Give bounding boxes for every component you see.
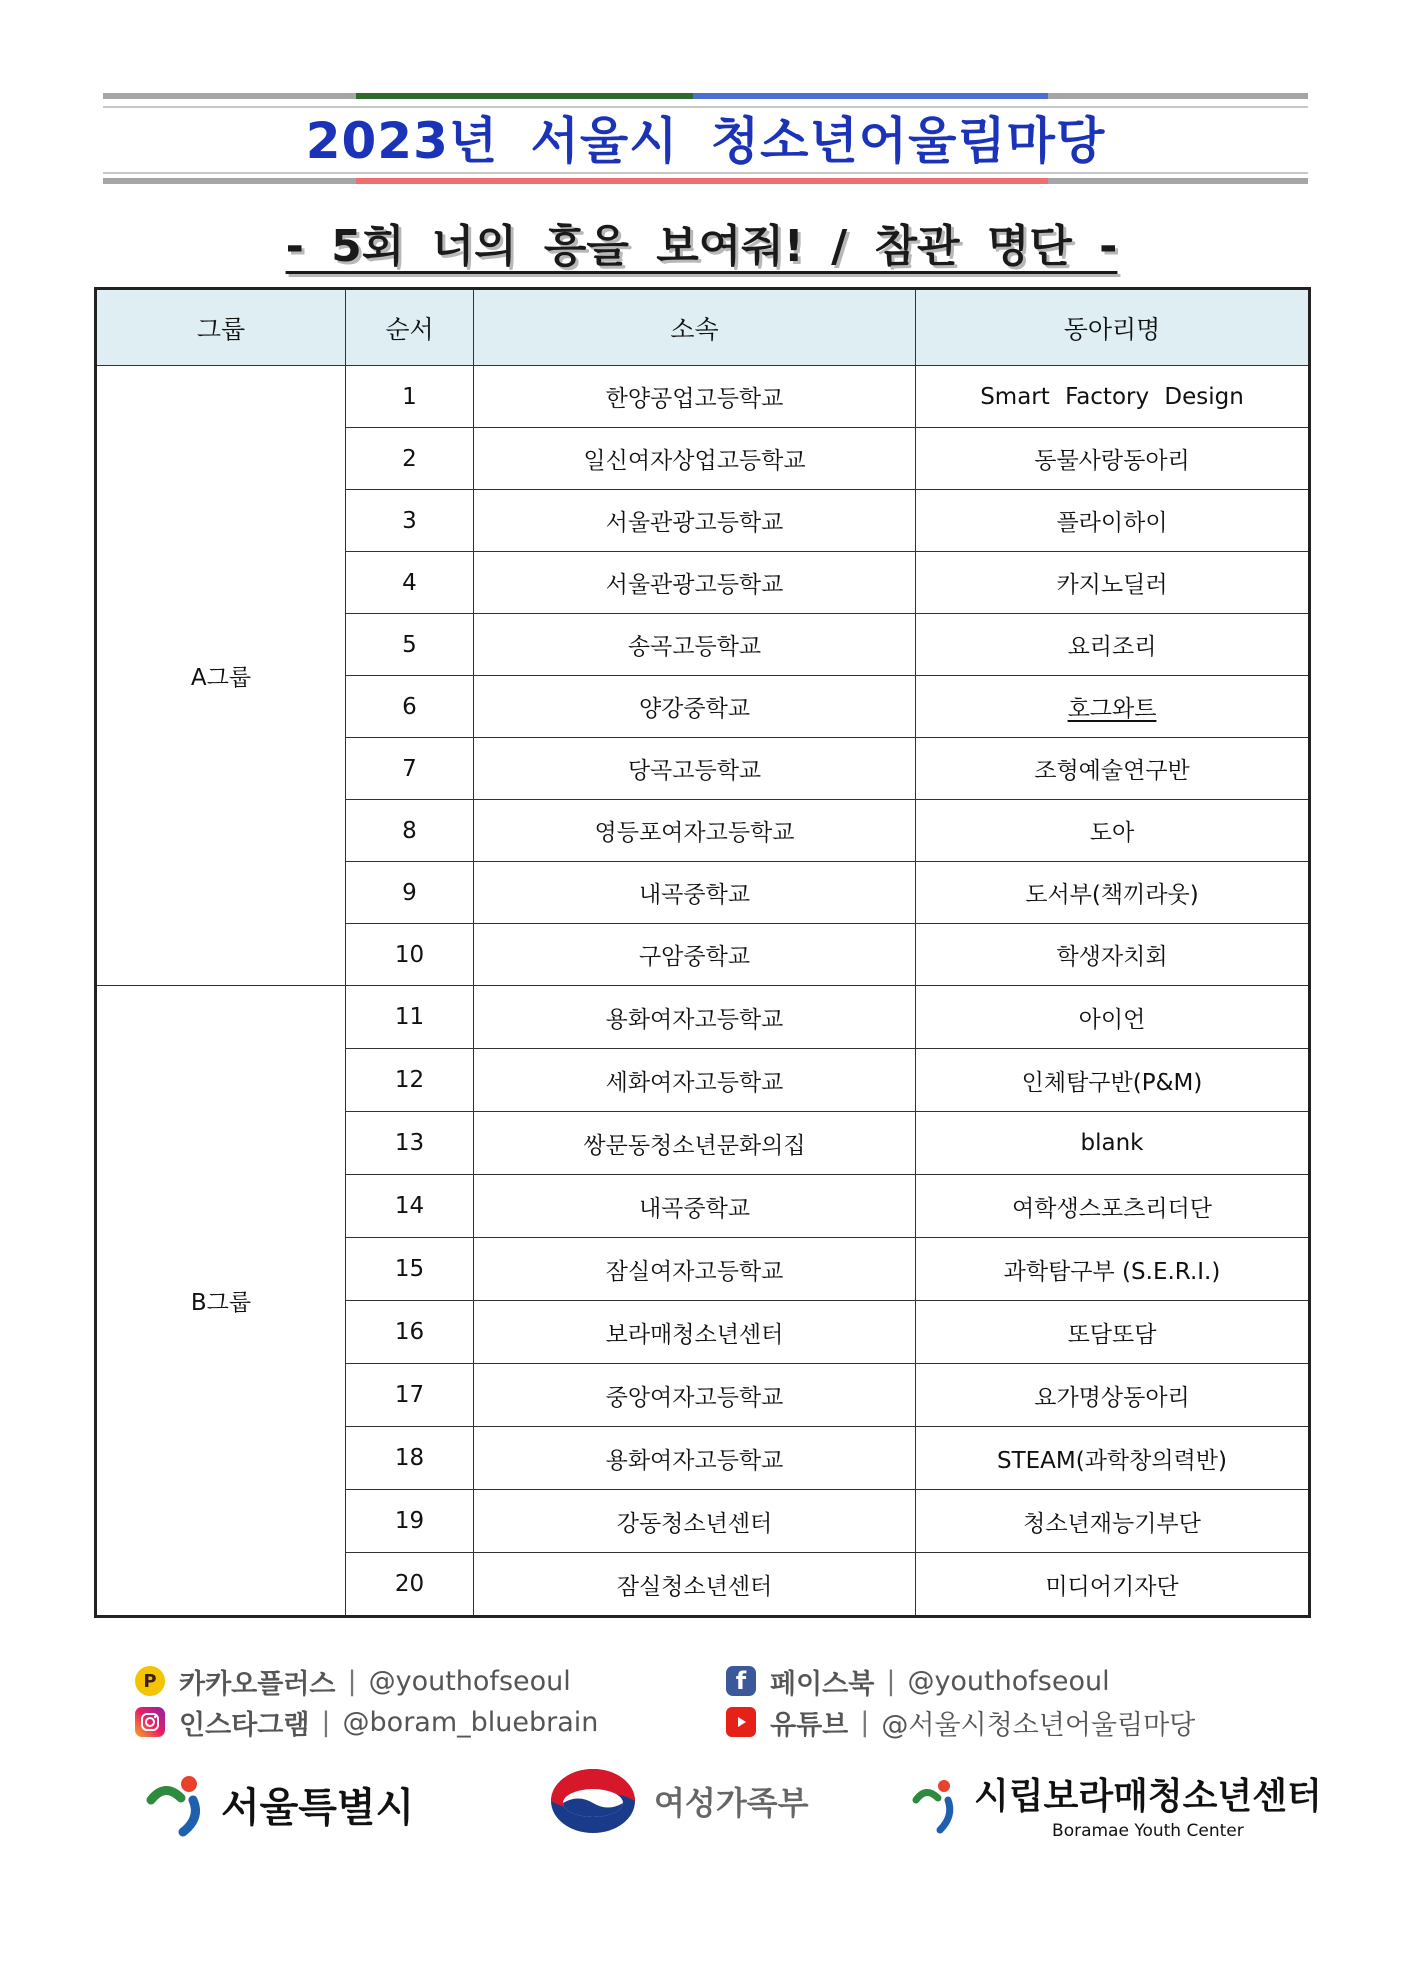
boramae-logo-text: 시립보라매청소년센터 xyxy=(974,1776,1322,1817)
affiliation-cell: 송곡고등학교 xyxy=(474,614,916,676)
order-cell: 1 xyxy=(346,366,474,428)
club-cell: 아이언 xyxy=(916,986,1310,1049)
affiliation-cell: 중앙여자고등학교 xyxy=(474,1364,916,1427)
order-cell: 12 xyxy=(346,1049,474,1112)
subtitle-text: - 5회 너의 흥을 보여줘! / 참관 명단 - xyxy=(285,221,1118,272)
separator: | xyxy=(860,1706,870,1738)
order-cell: 6 xyxy=(346,676,474,738)
seoul-symbol-icon xyxy=(145,1770,217,1838)
separator: | xyxy=(347,1665,357,1697)
ministry-logo xyxy=(548,1766,809,1836)
order-cell: 8 xyxy=(346,800,474,862)
sns-youtube[interactable] xyxy=(726,1704,1195,1740)
affiliation-cell: 잠실여자고등학교 xyxy=(474,1238,916,1301)
boramae-logo xyxy=(912,1768,1322,1841)
group-cell-b: B그룹 xyxy=(96,986,346,1617)
header-club: 동아리명 xyxy=(916,289,1310,366)
sns-youtube-label: 유튜브 xyxy=(770,1709,849,1741)
facebook-icon: f xyxy=(726,1666,756,1696)
sns-facebook-label: 페이스북 xyxy=(770,1668,875,1700)
sns-kakao-label: 카카오플러스 xyxy=(179,1668,336,1700)
club-cell: 또담또담 xyxy=(916,1301,1310,1364)
affiliation-cell: 보라매청소년센터 xyxy=(474,1301,916,1364)
attendance-table xyxy=(94,287,1311,1618)
club-cell: 요리조리 xyxy=(916,614,1310,676)
order-cell: 15 xyxy=(346,1238,474,1301)
affiliation-cell: 구암중학교 xyxy=(474,924,916,986)
club-cell: Smart Factory Design xyxy=(916,366,1310,428)
group-cell-a: A그룹 xyxy=(96,366,346,986)
order-cell: 20 xyxy=(346,1553,474,1617)
club-cell: 플라이하이 xyxy=(916,490,1310,552)
affiliation-cell: 강동청소년센터 xyxy=(474,1490,916,1553)
separator: | xyxy=(886,1665,896,1697)
order-cell: 11 xyxy=(346,986,474,1049)
sns-instagram-handle: @boram_bluebrain xyxy=(342,1706,599,1738)
table-row xyxy=(96,366,1310,428)
club-cell: 여학생스포츠리더단 xyxy=(916,1175,1310,1238)
order-cell: 10 xyxy=(346,924,474,986)
order-cell: 13 xyxy=(346,1112,474,1175)
order-cell: 2 xyxy=(346,428,474,490)
club-cell: 도아 xyxy=(916,800,1310,862)
table-row xyxy=(96,986,1310,1049)
order-cell: 16 xyxy=(346,1301,474,1364)
sns-instagram-label: 인스타그램 xyxy=(179,1709,310,1741)
youtube-icon xyxy=(726,1707,756,1737)
header-bottom-thin-line xyxy=(103,172,1308,174)
affiliation-cell: 용화여자고등학교 xyxy=(474,986,916,1049)
page-subtitle xyxy=(0,210,1403,274)
seoul-logo-text: 서울특별시 xyxy=(221,1784,415,1831)
club-cell: 인체탐구반(P&M) xyxy=(916,1049,1310,1112)
order-cell: 9 xyxy=(346,862,474,924)
header-bottom-bar xyxy=(103,178,1308,184)
boramae-logo-subtext: Boramae Youth Center xyxy=(1052,1821,1244,1841)
affiliation-cell: 세화여자고등학교 xyxy=(474,1049,916,1112)
header-group: 그룹 xyxy=(96,289,346,366)
affiliation-cell: 내곡중학교 xyxy=(474,1175,916,1238)
order-cell: 5 xyxy=(346,614,474,676)
sns-kakao-handle: @youthofseoul xyxy=(368,1665,571,1697)
boramae-symbol-icon xyxy=(912,1774,968,1836)
sns-kakao[interactable] xyxy=(135,1663,571,1699)
kakao-plus-icon: P xyxy=(135,1666,165,1696)
order-cell: 19 xyxy=(346,1490,474,1553)
club-cell: 청소년재능기부단 xyxy=(916,1490,1310,1553)
instagram-icon xyxy=(135,1707,165,1737)
affiliation-cell: 영등포여자고등학교 xyxy=(474,800,916,862)
affiliation-cell: 서울관광고등학교 xyxy=(474,552,916,614)
club-cell: 요가명상동아리 xyxy=(916,1364,1310,1427)
order-cell: 4 xyxy=(346,552,474,614)
affiliation-cell: 일신여자상업고등학교 xyxy=(474,428,916,490)
affiliation-cell: 용화여자고등학교 xyxy=(474,1427,916,1490)
header-order: 순서 xyxy=(346,289,474,366)
affiliation-cell: 내곡중학교 xyxy=(474,862,916,924)
ministry-logo-text: 여성가족부 xyxy=(654,1784,809,1822)
club-cell: blank xyxy=(916,1112,1310,1175)
affiliation-cell: 당곡고등학교 xyxy=(474,738,916,800)
club-cell: STEAM(과학창의력반) xyxy=(916,1427,1310,1490)
seoul-logo xyxy=(145,1770,414,1838)
order-cell: 17 xyxy=(346,1364,474,1427)
club-cell: 미디어기자단 xyxy=(916,1553,1310,1617)
sns-youtube-handle: @서울시청소년어울림마당 xyxy=(881,1709,1196,1741)
affiliation-cell: 쌍문동청소년문화의집 xyxy=(474,1112,916,1175)
header-top-bar xyxy=(103,93,1308,99)
header-affiliation: 소속 xyxy=(474,289,916,366)
club-cell: 과학탐구부 (S.E.R.I.) xyxy=(916,1238,1310,1301)
sns-instagram[interactable] xyxy=(135,1704,598,1740)
club-cell: 도서부(책끼라웃) xyxy=(916,862,1310,924)
taegeuk-icon xyxy=(548,1766,638,1836)
sns-facebook[interactable] xyxy=(726,1663,1110,1699)
order-cell: 18 xyxy=(346,1427,474,1490)
club-cell: 카지노딜러 xyxy=(916,552,1310,614)
sns-facebook-handle: @youthofseoul xyxy=(907,1665,1110,1697)
order-cell: 14 xyxy=(346,1175,474,1238)
affiliation-cell: 서울관광고등학교 xyxy=(474,490,916,552)
affiliation-cell: 양강중학교 xyxy=(474,676,916,738)
club-cell xyxy=(916,676,1310,738)
club-text-underlined: 호그와트 xyxy=(1067,696,1157,722)
order-cell: 3 xyxy=(346,490,474,552)
page-title: 2023년 서울시 청소년어울림마당 xyxy=(305,112,1106,170)
club-cell: 동물사랑동아리 xyxy=(916,428,1310,490)
order-cell: 7 xyxy=(346,738,474,800)
affiliation-cell: 잠실청소년센터 xyxy=(474,1553,916,1617)
affiliation-cell: 한양공업고등학교 xyxy=(474,366,916,428)
separator: | xyxy=(321,1706,331,1738)
table-header-row xyxy=(96,289,1310,366)
club-cell: 학생자치회 xyxy=(916,924,1310,986)
club-cell: 조형예술연구반 xyxy=(916,738,1310,800)
